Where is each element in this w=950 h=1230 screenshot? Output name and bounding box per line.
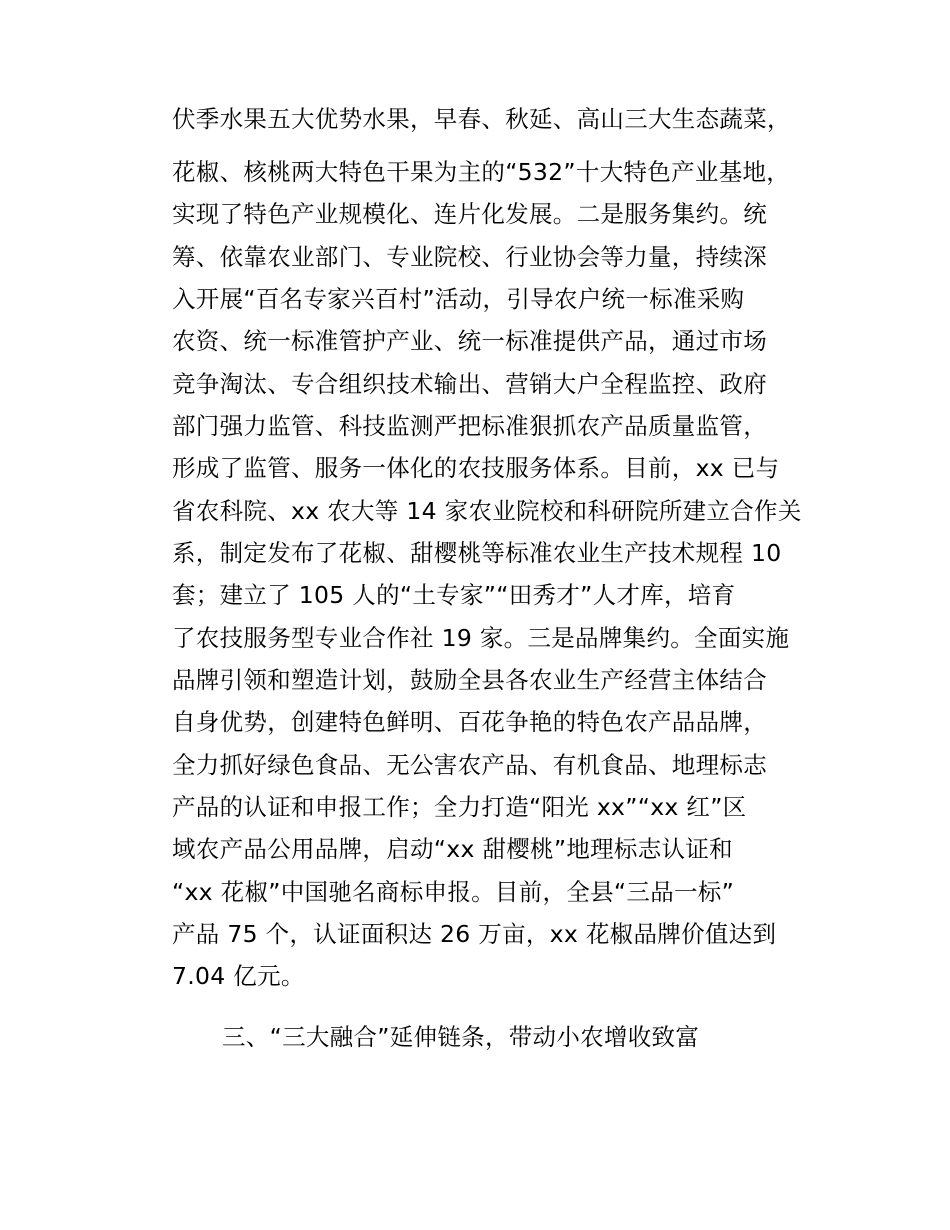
paragraph-line-19: “xx 花椒”中国驰名商标申报。目前，全县“三品一标” — [172, 878, 735, 906]
paragraph-line-3: 实现了特色产业规模化、连片化发展。二是服务集约。统 — [172, 200, 767, 228]
paragraph-line-7: 竞争淘汰、专合组织技术输出、营销大户全程监控、政府 — [172, 370, 767, 398]
paragraph-line-1: 伏季水果五大优势水果，早春、秋延、高山三大生态蔬菜， — [172, 105, 791, 133]
paragraph-line-4: 筹、依靠农业部门、专业院校、行业协会等力量，持续深 — [172, 243, 767, 271]
paragraph-line-2: 花椒、核桃两大特色干果为主的“532”十大特色产业基地， — [172, 158, 791, 186]
paragraph-line-21: 7.04 亿元。 — [172, 962, 305, 990]
section-heading: 三、“三大融合”延伸链条，带动小农增收致富 — [222, 1023, 700, 1051]
paragraph-line-20: 产品 75 个，认证面积达 26 万亩，xx 花椒品牌价值达到 — [172, 920, 777, 948]
paragraph-line-17: 产品的认证和申报工作；全力打造“阳光 xx”“xx 红”区 — [172, 793, 747, 821]
paragraph-line-10: 省农科院、xx 农大等 14 家农业院校和科研院所建立合作关 — [172, 497, 802, 525]
paragraph-line-14: 品牌引领和塑造计划，鼓励全县各农业生产经营主体结合 — [172, 666, 767, 694]
paragraph-line-6: 农资、统一标准管护产业、统一标准提供产品，通过市场 — [172, 327, 767, 355]
paragraph-line-16: 全力抓好绿色食品、无公害农产品、有机食品、地理标志 — [172, 751, 767, 779]
paragraph-line-11: 系，制定发布了花椒、甜樱桃等标准农业生产技术规程 10 — [172, 539, 782, 567]
paragraph-line-15: 自身优势，创建特色鲜明、百花争艳的特色农产品品牌， — [172, 708, 767, 736]
paragraph-line-9: 形成了监管、服务一体化的农技服务体系。目前，xx 已与 — [172, 454, 780, 482]
paragraph-line-5: 入开展“百名专家兴百村”活动，引导农户统一标准采购 — [172, 285, 745, 313]
paragraph-line-13: 了农技服务型专业合作社 19 家。三是品牌集约。全面实施 — [172, 624, 790, 652]
paragraph-line-18: 域农产品公用品牌，启动“xx 甜樱桃”地理标志认证和 — [172, 835, 733, 863]
paragraph-line-12: 套；建立了 105 人的“土专家”“田秀才”人才库，培育 — [172, 581, 736, 609]
paragraph-line-8: 部门强力监管、科技监测严把标准狠抓农产品质量监管， — [172, 412, 767, 440]
